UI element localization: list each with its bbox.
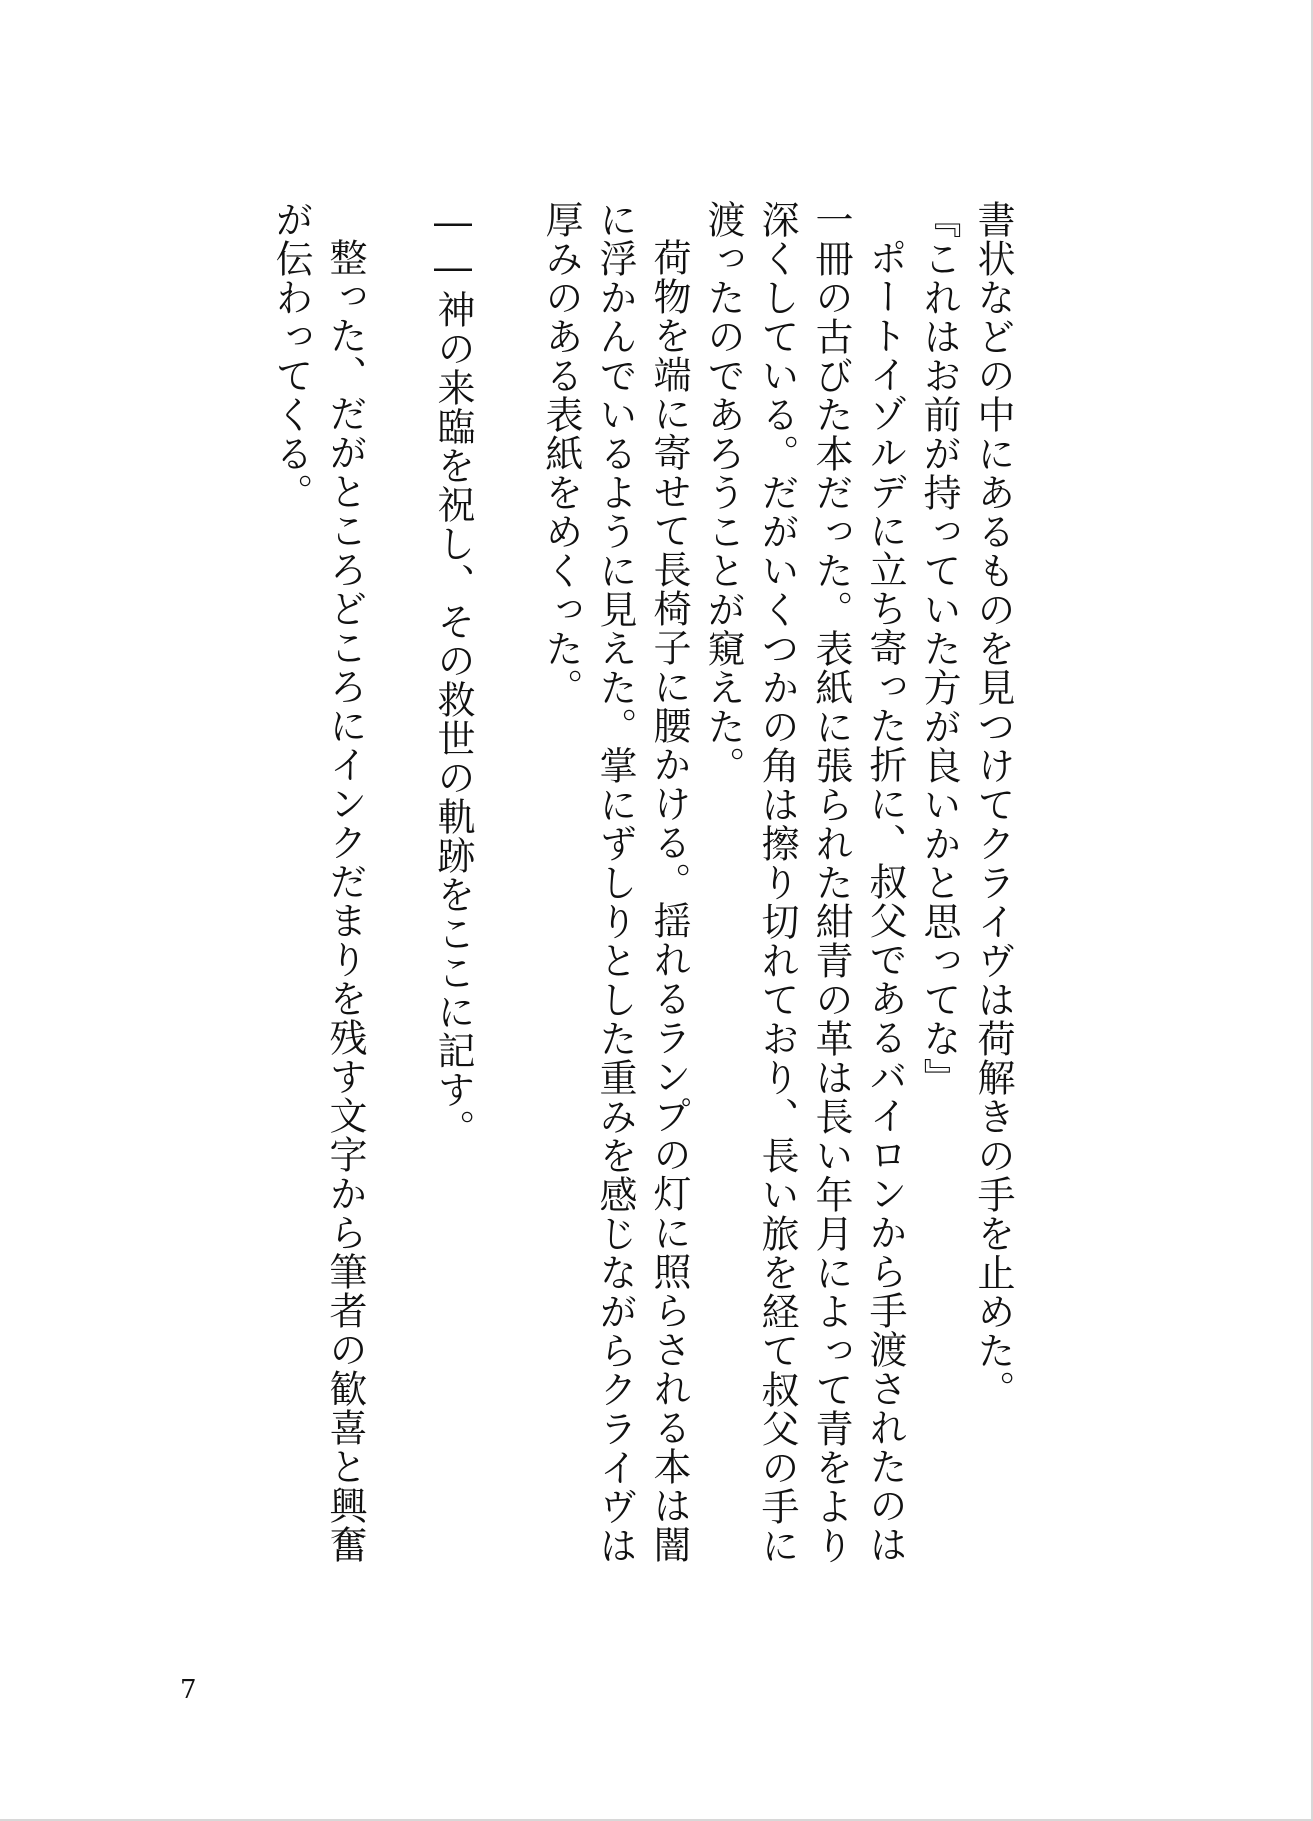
paragraph-6: 整った、だがところどころにインクだまりを残す文字から筆者の歓喜と興奮が伝わってくる。 xyxy=(269,200,367,1564)
paragraph-5-inscription: ――神の来臨を祝し、その救世の軌跡をここに記す。 xyxy=(431,200,475,1148)
paragraph-3: ポートイゾルデに立ち寄った折に、叔父であるバイロンから手渡されたのは一冊の古びた本だった。表紙に張られた紺青の革は長い年月によって青をより深くしている。だがいくつかの角は擦り切れており、長い旅を経て叔父の手に渡ったのであろうことが窺えた。 xyxy=(701,200,907,1565)
page-number: 7 xyxy=(180,1675,197,1705)
paragraph-4: 荷物を端に寄せて長椅子に腰かける。揺れるランプの灯に照らされる本は闇に浮かんでいるように見えた。掌にずしりとした重みを感じながらクライヴは厚みのある表紙をめくった。 xyxy=(539,200,691,1565)
vertical-text-body xyxy=(269,200,1020,1600)
blank-line-2 xyxy=(372,200,426,1600)
paragraph-2-quote: 『これはお前が持っていた方が良いかと思ってな』 xyxy=(917,200,961,1097)
blank-line-1 xyxy=(480,200,534,1600)
paragraph-1: 書状などの中にあるものを見つけてクライヴは荷解きの手を止めた。 xyxy=(971,200,1015,1409)
